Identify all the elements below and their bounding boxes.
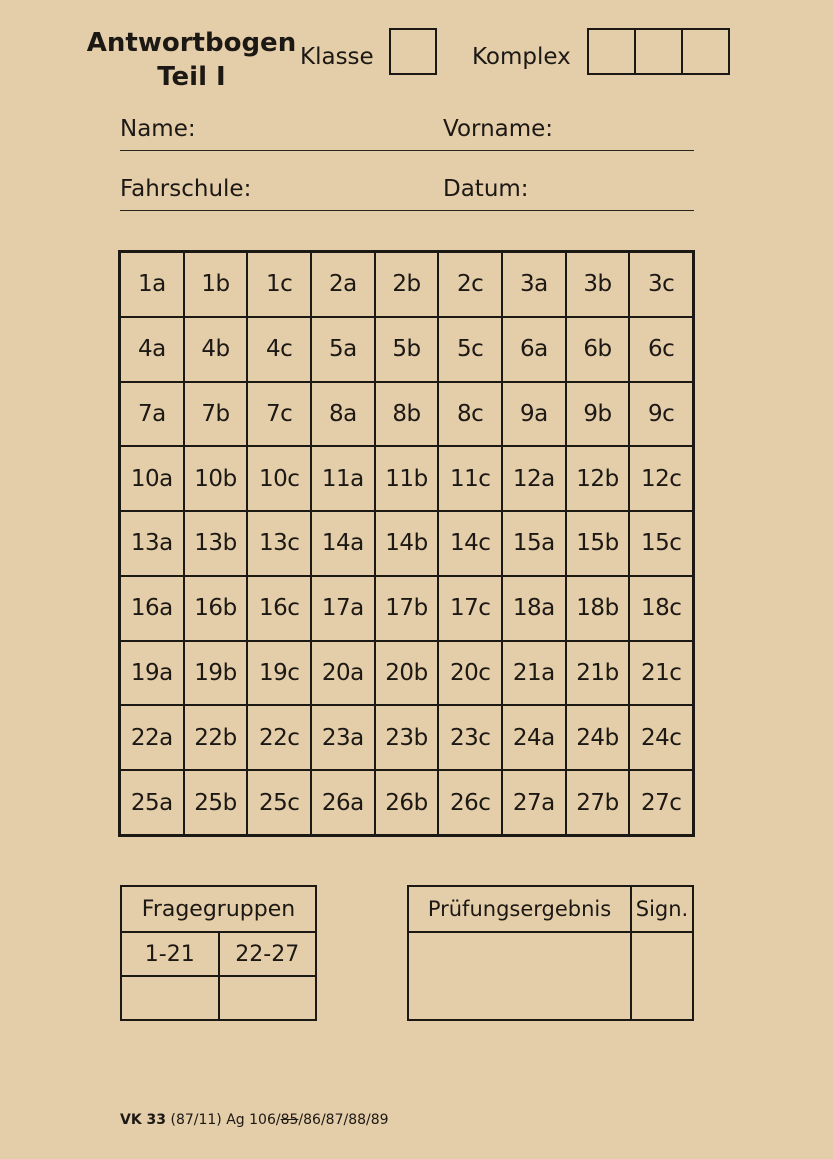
- fragegruppen-result-2[interactable]: [219, 976, 317, 1020]
- answer-cell-13c[interactable]: 13c: [248, 512, 310, 575]
- answer-cell-15b[interactable]: 15b: [567, 512, 629, 575]
- answer-cell-8c[interactable]: 8c: [439, 383, 501, 446]
- answer-cell-2a[interactable]: 2a: [312, 253, 374, 316]
- name-label: Name:: [120, 116, 196, 142]
- answer-cell-4a[interactable]: 4a: [121, 318, 183, 381]
- answer-cell-12a[interactable]: 12a: [503, 447, 565, 510]
- answer-cell-18b[interactable]: 18b: [567, 577, 629, 640]
- fahrschule-label: Fahrschule:: [120, 176, 252, 202]
- vorname-label: Vorname:: [443, 116, 554, 142]
- datum-label: Datum:: [443, 176, 529, 202]
- footer-code: VK 33: [120, 1112, 167, 1128]
- answer-cell-14a[interactable]: 14a: [312, 512, 374, 575]
- komplex-digit-1[interactable]: [589, 30, 636, 73]
- sign-title: Sign.: [631, 886, 693, 932]
- fragegruppen-title: Fragegruppen: [121, 886, 316, 932]
- answer-cell-7b[interactable]: 7b: [185, 383, 247, 446]
- answer-cell-24a[interactable]: 24a: [503, 706, 565, 769]
- answer-cell-17a[interactable]: 17a: [312, 577, 374, 640]
- answer-cell-27b[interactable]: 27b: [567, 771, 629, 834]
- answer-cell-24b[interactable]: 24b: [567, 706, 629, 769]
- answer-cell-16b[interactable]: 16b: [185, 577, 247, 640]
- fragegruppen-col2: 22-27: [219, 932, 317, 976]
- footer-print-code-date: (87/11): [170, 1112, 222, 1128]
- answer-cell-20a[interactable]: 20a: [312, 642, 374, 705]
- answer-cell-16a[interactable]: 16a: [121, 577, 183, 640]
- answer-cell-10b[interactable]: 10b: [185, 447, 247, 510]
- answer-cell-2c[interactable]: 2c: [439, 253, 501, 316]
- answer-cell-26b[interactable]: 26b: [376, 771, 438, 834]
- answer-cell-14b[interactable]: 14b: [376, 512, 438, 575]
- answer-cell-10a[interactable]: 10a: [121, 447, 183, 510]
- answer-cell-12b[interactable]: 12b: [567, 447, 629, 510]
- fragegruppen-result-1[interactable]: [121, 976, 219, 1020]
- answer-cell-17c[interactable]: 17c: [439, 577, 501, 640]
- answer-cell-4b[interactable]: 4b: [185, 318, 247, 381]
- answer-cell-24c[interactable]: 24c: [630, 706, 692, 769]
- answer-cell-11a[interactable]: 11a: [312, 447, 374, 510]
- answer-cell-15a[interactable]: 15a: [503, 512, 565, 575]
- answer-cell-5b[interactable]: 5b: [376, 318, 438, 381]
- answer-cell-8a[interactable]: 8a: [312, 383, 374, 446]
- answer-cell-11c[interactable]: 11c: [439, 447, 501, 510]
- answer-cell-14c[interactable]: 14c: [439, 512, 501, 575]
- komplex-digit-3[interactable]: [683, 30, 728, 73]
- footer-ag-struck: 85: [280, 1112, 299, 1128]
- komplex-boxes: [587, 28, 730, 75]
- form-title: [84, 26, 299, 94]
- ergebnis-title: Prüfungsergebnis: [408, 886, 631, 932]
- fahrschule-line[interactable]: [120, 210, 694, 211]
- answer-cell-8b[interactable]: 8b: [376, 383, 438, 446]
- answer-cell-9b[interactable]: 9b: [567, 383, 629, 446]
- form-title-line1: Antwortbogen: [86, 28, 297, 58]
- answer-cell-22b[interactable]: 22b: [185, 706, 247, 769]
- answer-cell-10c[interactable]: 10c: [248, 447, 310, 510]
- answer-cell-25c[interactable]: 25c: [248, 771, 310, 834]
- answer-cell-4c[interactable]: 4c: [248, 318, 310, 381]
- answer-cell-1a[interactable]: 1a: [121, 253, 183, 316]
- answer-cell-13a[interactable]: 13a: [121, 512, 183, 575]
- answer-cell-21a[interactable]: 21a: [503, 642, 565, 705]
- footer-ag-prefix: Ag 106/: [226, 1112, 281, 1128]
- klasse-label: Klasse: [300, 44, 374, 70]
- klasse-box[interactable]: [389, 28, 437, 75]
- answer-cell-12c[interactable]: 12c: [630, 447, 692, 510]
- answer-cell-26a[interactable]: 26a: [312, 771, 374, 834]
- fragegruppen-table: [120, 885, 317, 1021]
- answer-cell-27a[interactable]: 27a: [503, 771, 565, 834]
- answer-cell-21b[interactable]: 21b: [567, 642, 629, 705]
- answer-cell-7a[interactable]: 7a: [121, 383, 183, 446]
- answer-cell-2b[interactable]: 2b: [376, 253, 438, 316]
- answer-cell-7c[interactable]: 7c: [248, 383, 310, 446]
- answer-cell-6b[interactable]: 6b: [567, 318, 629, 381]
- answer-cell-19c[interactable]: 19c: [248, 642, 310, 705]
- answer-cell-25b[interactable]: 25b: [185, 771, 247, 834]
- answer-cell-23c[interactable]: 23c: [439, 706, 501, 769]
- answer-cell-22c[interactable]: 22c: [248, 706, 310, 769]
- answer-cell-23b[interactable]: 23b: [376, 706, 438, 769]
- answer-cell-1c[interactable]: 1c: [248, 253, 310, 316]
- answer-cell-19b[interactable]: 19b: [185, 642, 247, 705]
- answer-cell-11b[interactable]: 11b: [376, 447, 438, 510]
- answer-cell-20b[interactable]: 20b: [376, 642, 438, 705]
- name-line[interactable]: [120, 150, 694, 151]
- answer-cell-3a[interactable]: 3a: [503, 253, 565, 316]
- form-title-line2: Teil I: [157, 62, 226, 92]
- footer-print-code: [120, 1112, 389, 1128]
- answer-grid: [118, 250, 695, 837]
- answer-cell-18a[interactable]: 18a: [503, 577, 565, 640]
- answer-cell-3b[interactable]: 3b: [567, 253, 629, 316]
- answer-cell-18c[interactable]: 18c: [630, 577, 692, 640]
- answer-cell-23a[interactable]: 23a: [312, 706, 374, 769]
- answer-cell-3c[interactable]: 3c: [630, 253, 692, 316]
- answer-cell-15c[interactable]: 15c: [630, 512, 692, 575]
- ergebnis-field[interactable]: [408, 932, 631, 1020]
- sign-field[interactable]: [631, 932, 693, 1020]
- answer-cell-20c[interactable]: 20c: [439, 642, 501, 705]
- answer-cell-9c[interactable]: 9c: [630, 383, 692, 446]
- ergebnis-table: [407, 885, 694, 1021]
- answer-cell-17b[interactable]: 17b: [376, 577, 438, 640]
- answer-cell-16c[interactable]: 16c: [248, 577, 310, 640]
- answer-cell-26c[interactable]: 26c: [439, 771, 501, 834]
- answer-cell-13b[interactable]: 13b: [185, 512, 247, 575]
- answer-cell-19a[interactable]: 19a: [121, 642, 183, 705]
- answer-cell-25a[interactable]: 25a: [121, 771, 183, 834]
- footer-ag-rest: /86/87/88/89: [298, 1112, 389, 1128]
- answer-cell-9a[interactable]: 9a: [503, 383, 565, 446]
- answer-cell-21c[interactable]: 21c: [630, 642, 692, 705]
- answer-cell-27c[interactable]: 27c: [630, 771, 692, 834]
- answer-cell-6a[interactable]: 6a: [503, 318, 565, 381]
- answer-cell-1b[interactable]: 1b: [185, 253, 247, 316]
- answer-cell-5c[interactable]: 5c: [439, 318, 501, 381]
- answer-cell-5a[interactable]: 5a: [312, 318, 374, 381]
- answer-cell-22a[interactable]: 22a: [121, 706, 183, 769]
- komplex-digit-2[interactable]: [636, 30, 683, 73]
- fragegruppen-col1: 1-21: [121, 932, 219, 976]
- answer-cell-6c[interactable]: 6c: [630, 318, 692, 381]
- komplex-label: Komplex: [472, 44, 571, 70]
